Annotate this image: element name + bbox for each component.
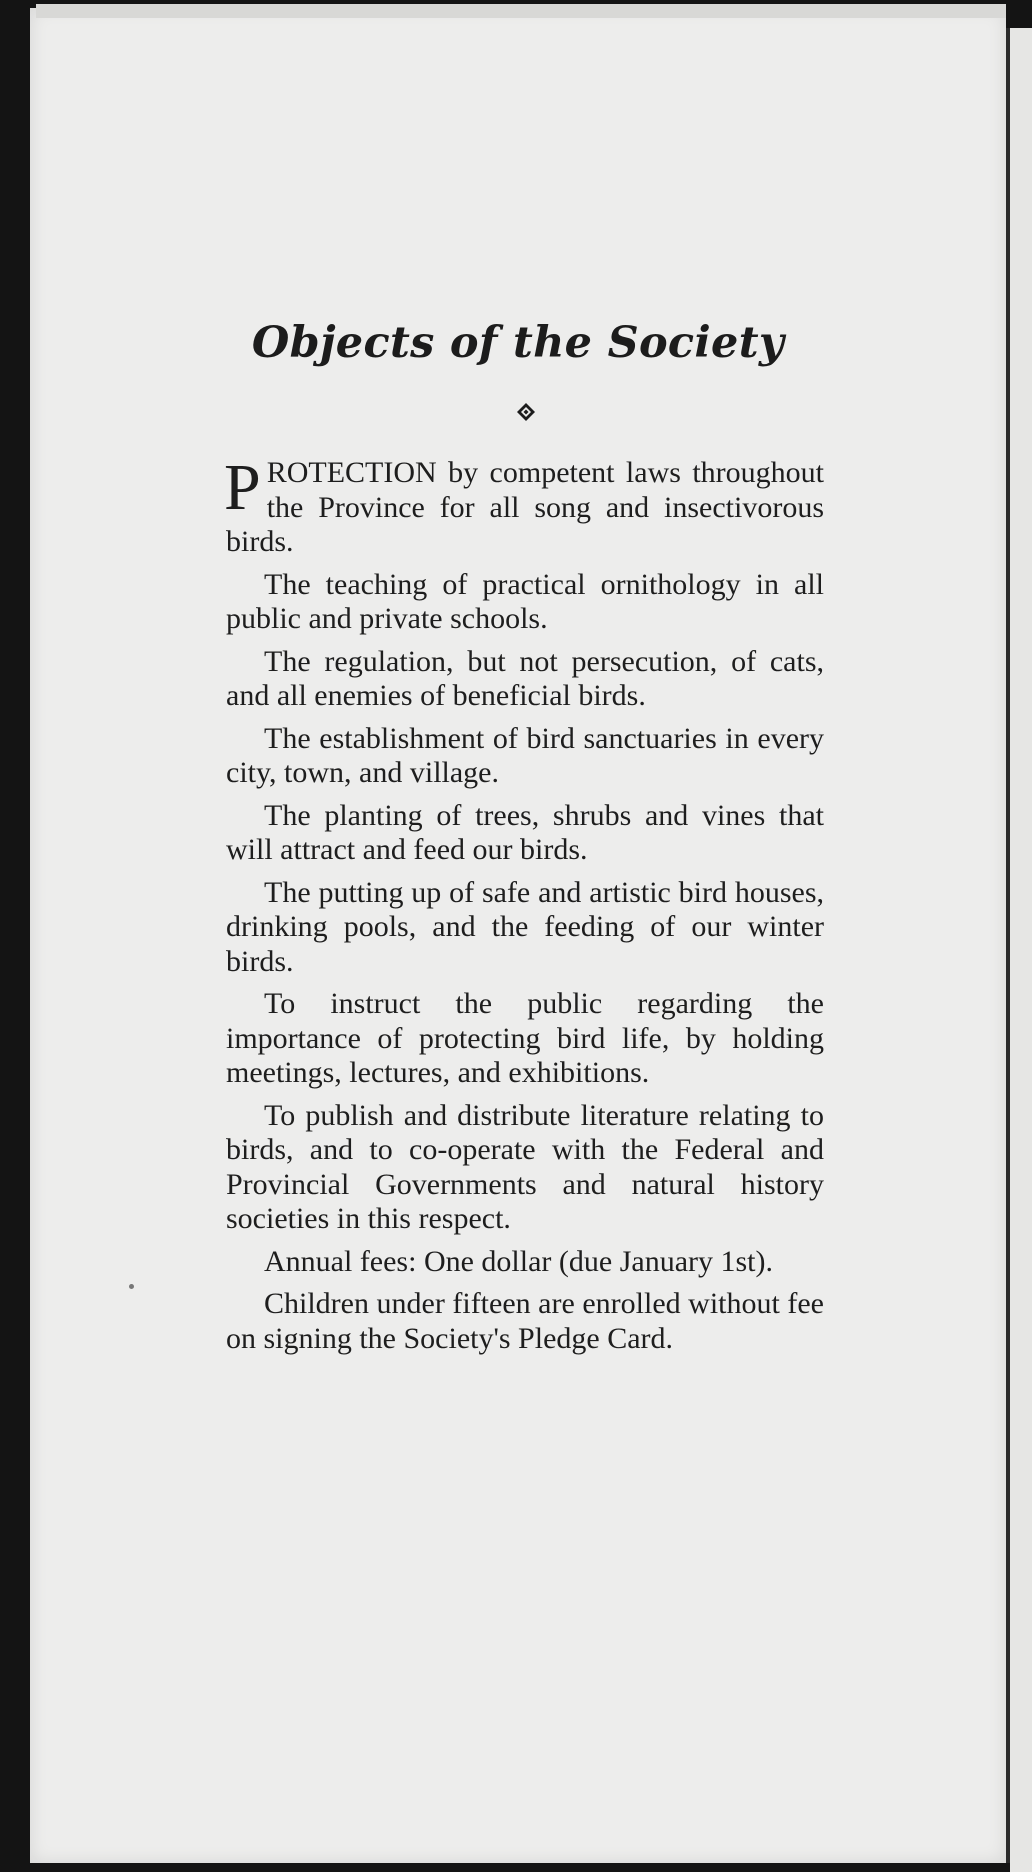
adjacent-page-edge xyxy=(1010,28,1032,1872)
object-paragraph: To publish and distribute literature relating to birds, and to co-operate with the Federal and Provincial Governments and natural history societies in this respect. xyxy=(226,1098,824,1235)
object-paragraph: To instruct the public regarding the importance of protecting bird life, by holding meetings, lectures, and exhibitions. xyxy=(226,987,824,1089)
page-top-edge xyxy=(36,4,1006,18)
object-paragraph: The teaching of practical ornithology in all public and private schools. xyxy=(226,567,824,635)
objects-list xyxy=(224,451,824,1364)
object-paragraph: The establishment of bird sanctuaries in every city, town, and village. xyxy=(226,721,824,789)
object-paragraph: The planting of trees, shrubs and vines that will attract and feed our birds. xyxy=(226,798,824,866)
page-title: Objects of the Society xyxy=(251,318,785,368)
children-paragraph: Children under fifteen are enrolled without fee on signing the Society's Pledge Card. xyxy=(226,1287,824,1355)
intro-text: ROTECTION by competent laws throughout the Province for all song and insectivorous birds. xyxy=(226,456,824,558)
object-paragraph: The putting up of safe and artistic bird houses, drinking pools, and the feeding of our winter birds. xyxy=(226,875,824,978)
drop-cap: P xyxy=(224,451,261,524)
intro-paragraph xyxy=(224,451,824,560)
diamond-ornament-icon xyxy=(516,402,536,422)
object-paragraph: The regulation, but not persecution, of cats, and all enemies of beneficial birds. xyxy=(226,644,824,712)
fees-paragraph: Annual fees: One dollar (due January 1st). xyxy=(264,1244,774,1278)
scan-speck xyxy=(129,1284,134,1289)
